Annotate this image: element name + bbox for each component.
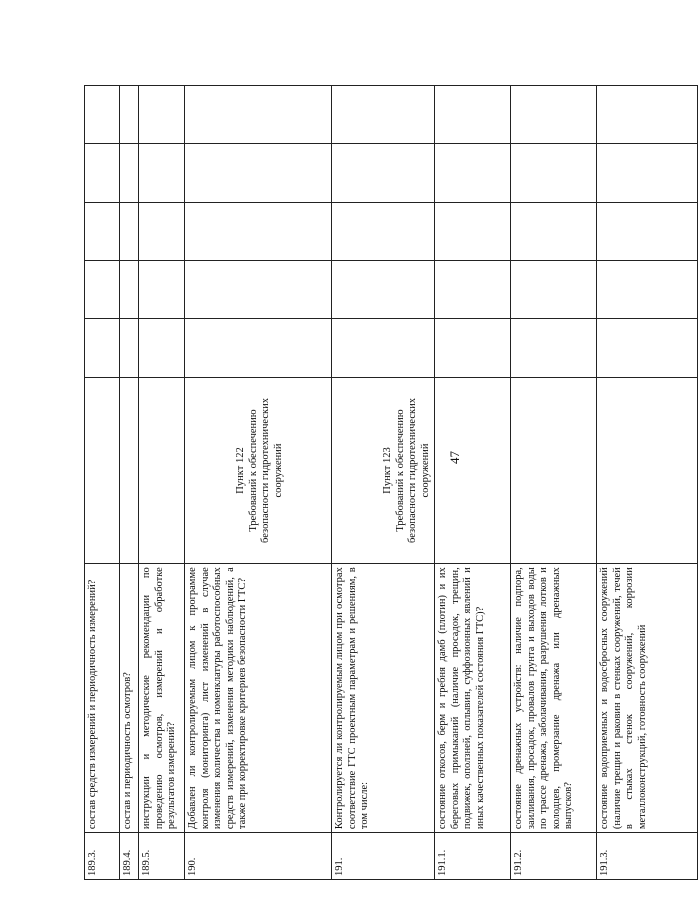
mark-cell: [139, 261, 185, 319]
mark-cell: [120, 202, 139, 260]
mark-cell: [597, 86, 698, 144]
mark-cell: [85, 202, 120, 260]
mark-cell: [139, 202, 185, 260]
mark-cell: [139, 319, 185, 377]
mark-cell: [511, 86, 597, 144]
mark-cell: [120, 261, 139, 319]
table-row: [185, 86, 332, 880]
table-row: [332, 86, 435, 880]
mark-cell: [139, 86, 185, 144]
mark-cell: [120, 86, 139, 144]
mark-cell: [332, 144, 435, 202]
question-cell: Контролируется ли контролируемым лицом при осмотрах соответствие ГТС проектным параметрам и решениям, в том числе:: [332, 564, 435, 833]
reference-cell: [332, 377, 435, 563]
reference-cell: [435, 377, 511, 563]
reference-point: Пункт 122: [235, 447, 246, 494]
mark-cell: [435, 202, 511, 260]
row-number: 189.4.: [120, 833, 139, 880]
mark-cell: [185, 86, 332, 144]
reference-cell: [185, 377, 332, 563]
mark-cell: [597, 202, 698, 260]
question-cell: состав средств измерений и периодичность измерений?: [85, 564, 120, 833]
mark-cell: [435, 144, 511, 202]
table-row: [597, 86, 698, 880]
reference-cell: [511, 377, 597, 563]
reference-text: Требований к обеспечению безопасности гидротехнических сооружений: [394, 398, 431, 543]
mark-cell: [597, 319, 698, 377]
table-row: [511, 86, 597, 880]
checklist-table: [84, 85, 698, 880]
mark-cell: [597, 261, 698, 319]
question-cell: состояние откосов, берм и гребня дамб (плотин) и их береговых примыканий (наличие просадок, трещин, подвижек, оползней, оплывин, суффозионных явлений и иных качественных показателей состояния ГТС)?: [435, 564, 511, 833]
mark-cell: [85, 86, 120, 144]
reference-cell: [85, 377, 120, 563]
checklist-table-rotated: [84, 85, 648, 880]
mark-cell: [435, 319, 511, 377]
mark-cell: [85, 261, 120, 319]
question-cell: состояние дренажных устройств: наличие подпора, заиливания, просадок, провалов грунта и выходов воды по трассе дренажа, заболачивания, разрушения лотков и колодцев, промерзание дренажа или дренажных выпусков?: [511, 564, 597, 833]
mark-cell: [332, 86, 435, 144]
mark-cell: [139, 144, 185, 202]
mark-cell: [85, 144, 120, 202]
mark-cell: [85, 319, 120, 377]
mark-cell: [332, 202, 435, 260]
mark-cell: [511, 261, 597, 319]
reference-text: Требований к обеспечению безопасности гидротехнических сооружений: [247, 398, 284, 543]
table-row: [85, 86, 120, 880]
row-number: 189.5.: [139, 833, 185, 880]
checklist-table-body: [85, 86, 698, 880]
mark-cell: [120, 144, 139, 202]
table-row: [120, 86, 139, 880]
table-row: [139, 86, 185, 880]
reference-cell: [120, 377, 139, 563]
reference-cell: [139, 377, 185, 563]
mark-cell: [511, 202, 597, 260]
question-cell: состав и периодичность осмотров?: [120, 564, 139, 833]
mark-cell: [185, 261, 332, 319]
row-number: 191.: [332, 833, 435, 880]
mark-cell: [332, 261, 435, 319]
row-number: 191.2.: [511, 833, 597, 880]
reference-cell: [597, 377, 698, 563]
table-row: [435, 86, 511, 880]
mark-cell: [185, 202, 332, 260]
mark-cell: [185, 319, 332, 377]
question-cell: Добавлен ли контролируемым лицом к программе контроля (мониторинга) лист изменений в случае изменения количества и номенклатуры работоспособных средств измерений, изменения методики наблюдений, а также при корректировке критериев безопасности ГТС?: [185, 564, 332, 833]
row-number: 191.1.: [435, 833, 511, 880]
row-number: 189.3.: [85, 833, 120, 880]
reference-point: Пункт 123: [382, 447, 393, 494]
mark-cell: [435, 86, 511, 144]
row-number: 190.: [185, 833, 332, 880]
mark-cell: [120, 319, 139, 377]
question-cell: инструкции и методические рекомендации по проведению осмотров, измерений и обработке результатов измерений?: [139, 564, 185, 833]
mark-cell: [332, 319, 435, 377]
mark-cell: [511, 144, 597, 202]
mark-cell: [185, 144, 332, 202]
question-cell: состояние водоприемных и водосбросных сооружений (наличие трещин и раковин в стенках сооружений, течей в стыках стенок сооружений, коррозии металлоконструкций, готовность сооружений: [597, 564, 698, 833]
mark-cell: [435, 261, 511, 319]
mark-cell: [511, 319, 597, 377]
page-number: 47: [447, 451, 462, 464]
row-number: 191.3.: [597, 833, 698, 880]
mark-cell: [597, 144, 698, 202]
